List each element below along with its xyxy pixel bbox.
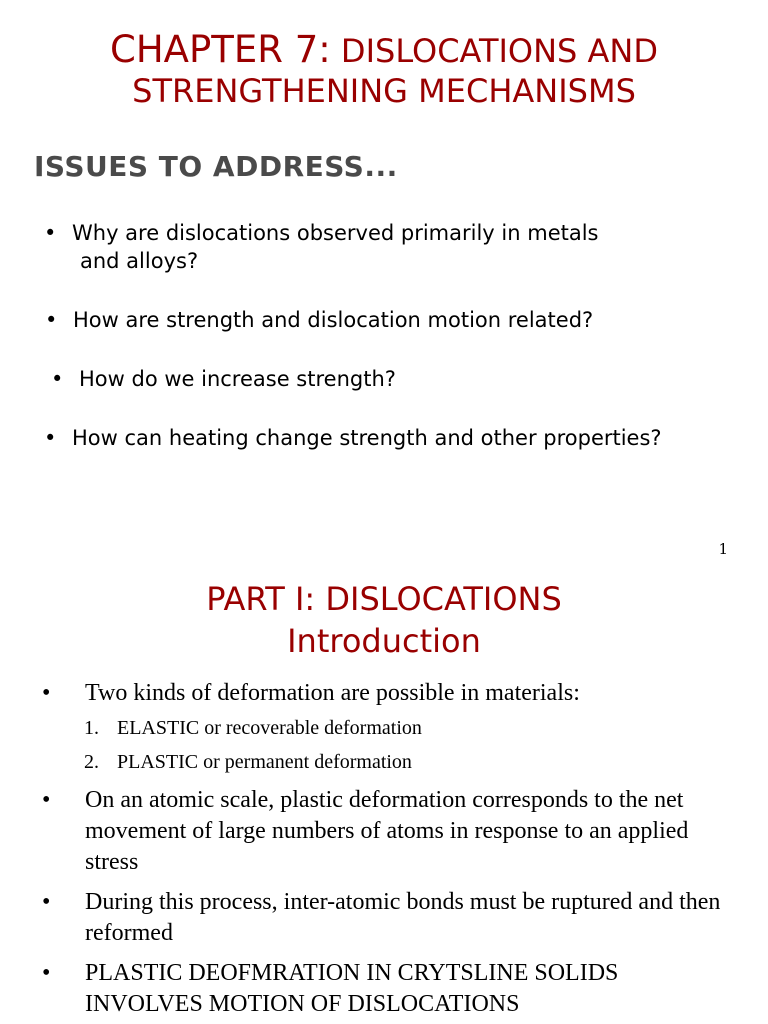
chapter-label: CHAPTER 7: <box>110 28 331 71</box>
bullet-dot: • <box>45 308 58 332</box>
bullet-dot: • <box>42 960 51 986</box>
sub-item-2-number: 2. <box>84 751 99 773</box>
slide-2-title-line-2: Introduction <box>287 622 481 660</box>
sub-item-1 <box>84 717 422 740</box>
intro-bullet-2-text: On an atomic scale, plastic deformation corresponds to the net movement of large numbers of atoms in response to an applied stress <box>85 787 689 875</box>
bullet-dot: • <box>51 367 64 391</box>
bullet-dot: • <box>42 787 51 813</box>
bullet-dot: • <box>42 889 51 915</box>
intro-bullet-1-text: Two kinds of deformation are possible in materials: <box>85 680 580 706</box>
sub-item-1-text: ELASTIC or recoverable deformation <box>117 717 422 739</box>
sub-item-2 <box>84 751 412 774</box>
bullet-dot: • <box>44 221 57 245</box>
intro-bullet-4-text: PLASTIC DEOFMRATION IN CRYTSLINE SOLIDS INVOLVES MOTION OF DISLOCATIONS <box>85 960 619 1017</box>
bullet-dot: • <box>44 426 57 450</box>
slide-2 <box>0 570 768 1024</box>
page-number: 1 <box>718 540 728 558</box>
issue-bullet-1-line-1: Why are dislocations observed primarily in metals <box>72 221 599 245</box>
issues-heading: ISSUES TO ADDRESS... <box>34 150 398 183</box>
slide-2-title-line-1: PART I: DISLOCATIONS <box>206 580 562 618</box>
slide-1-title-line-2: STRENGTHENING MECHANISMS <box>132 72 636 110</box>
issue-bullet-4-text: How can heating change strength and other properties? <box>72 426 662 450</box>
issue-bullet-2-text: How are strength and dislocation motion related? <box>73 308 594 332</box>
sub-item-1-number: 1. <box>84 717 99 739</box>
issue-bullet-3-text: How do we increase strength? <box>79 367 396 391</box>
sub-item-2-text: PLASTIC or permanent deformation <box>117 751 412 773</box>
title-line-1-rest: DISLOCATIONS AND <box>340 32 658 70</box>
intro-bullet-3-text: During this process, inter-atomic bonds must be ruptured and then reformed <box>85 889 721 946</box>
issue-bullet-1-line-2: and alloys? <box>80 249 199 273</box>
bullet-dot: • <box>42 680 51 706</box>
slide-1-title-line-1 <box>0 28 768 71</box>
